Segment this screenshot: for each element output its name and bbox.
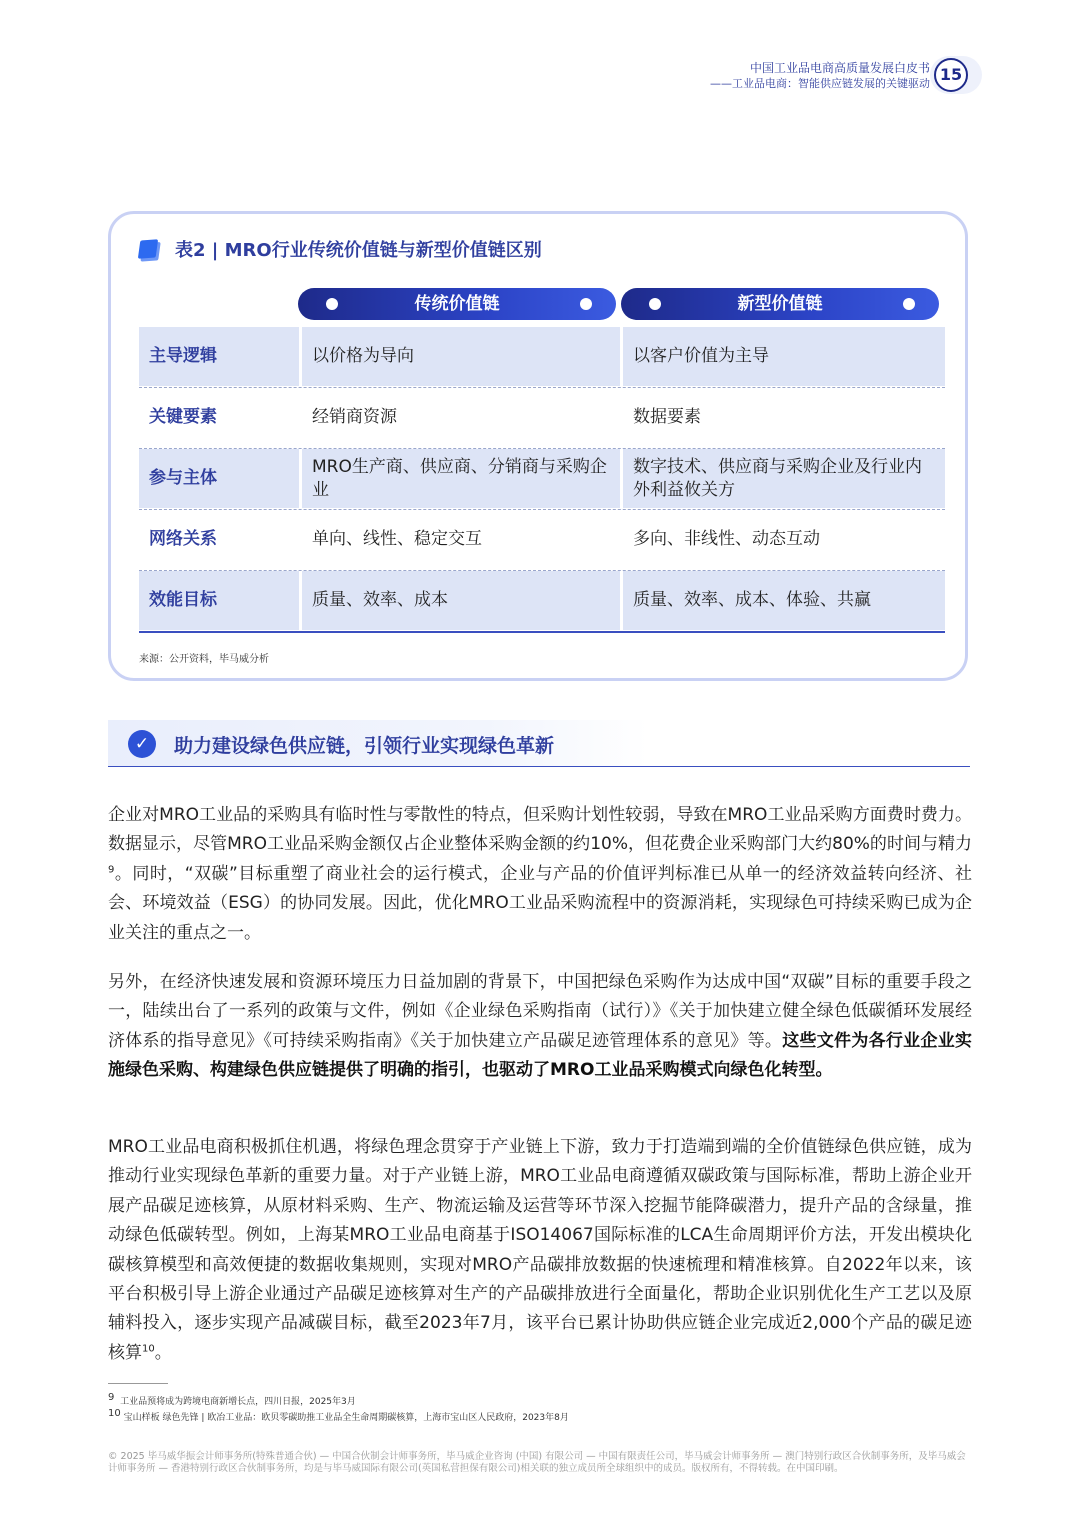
row-label: 网络关系 (149, 529, 217, 549)
footnote-ref: 10 (142, 1343, 155, 1355)
new-cell: 数字技术、供应商与采购企业及行业内外利益攸关方 (623, 449, 945, 508)
table-title: 表2 | MRO行业传统价值链与新型价值链区别 (175, 240, 542, 261)
table-row (139, 327, 945, 388)
paragraph-text: 。同时，“双碳”目标重塑了商业社会的运行模式，企业与产品的价值评判标准已从单一的经济效益转向经济、社会、环境效益（ESG）的协同发展。因此，优化MRO工业品采购流程中的资源消耗，实现绿色可持续采购已成为企业关注的重点之一。 (108, 863, 972, 943)
footnote-divider (108, 1383, 168, 1384)
section-title: 助力建设绿色供应链，引领行业实现绿色革新 (174, 735, 555, 757)
traditional-cell: 单向、线性、稳定交互 (312, 529, 482, 549)
traditional-cell: MRO生产商、供应商、分销商与采购企业 (302, 449, 620, 508)
table-row (139, 510, 945, 571)
footnote-text: 宝山样板 绿色先锋 | 欧冶工业品：欧贝零碳助推工业品全生命周期碳核算，上海市宝山区人民政府，2023年8月 (123, 1413, 569, 1423)
column-header-label: 新型价值链 (737, 294, 823, 314)
comparison-table (139, 327, 945, 633)
footnote-ref: 9 (108, 864, 115, 876)
check-circle-icon: ✓ (128, 730, 156, 758)
table-row (139, 449, 945, 510)
header-title: 中国工业品电商高质量发展白皮书 (749, 61, 930, 75)
section-divider (108, 766, 970, 767)
new-cell: 以客户价值为主导 (623, 327, 945, 386)
column-header-new (621, 288, 939, 320)
footnote-number: 10 (108, 1408, 121, 1419)
column-header-label: 传统价值链 (414, 294, 500, 314)
page-number: 15 (934, 58, 968, 92)
page-number-badge (930, 56, 982, 94)
section-heading (108, 720, 970, 768)
paragraph-text: 另外，在经济快速发展和资源环境压力日益加剧的背景下，中国把绿色采购作为达成中国“双碳”目标的重要手段之一，陆续出台了一系列的政策与文件，例如《企业绿色采购指南（试行）》《关于加快建立健全绿色低碳循环发展经济体系的指导意见》《可持续采购指南》《关于加快建立产品碳足迹管理体系的意见》等。 (108, 972, 972, 1051)
dot-icon (580, 298, 592, 310)
paragraph (108, 968, 972, 1086)
row-label: 关键要素 (149, 407, 217, 427)
row-label: 参与主体 (139, 449, 299, 508)
paragraph-text: 企业对MRO工业品的采购具有临时性与零散性的特点，但采购计划性较弱，导致在MRO工业品采购方面费时费力。数据显示，尽管MRO工业品采购金额仅占企业整体采购金额的约10%，但花费企业采购部门大约80%的时间与精力 (108, 805, 972, 855)
table-row (139, 571, 945, 633)
dot-icon (326, 298, 338, 310)
row-label: 效能目标 (139, 571, 299, 630)
traditional-cell: 以价格为导向 (302, 327, 620, 386)
paragraph-text: 。 (154, 1342, 172, 1363)
dot-icon (903, 298, 915, 310)
new-cell: 质量、效率、成本、体验、共赢 (623, 571, 945, 630)
column-header-traditional (298, 288, 616, 320)
document-header (710, 60, 930, 91)
paragraph-text: MRO工业品电商积极抓住机遇，将绿色理念贯穿于产业链上下游，致力于打造端到端的全价值链绿色供应链，成为推动行业实现绿色革新的重要力量。对于产业链上游，MRO工业品电商遵循双碳政策与国际标准，帮助上游企业开展产品碳足迹核算，从原材料采购、生产、物流运输及运营等环节深入挖掘节能降碳潜力，提升产品的含绿量，推动绿色低碳转型。例如，上海某MRO工业品电商基于ISO14067国际标准的LCA生命周期评价方法，开发出模块化碳核算模型和高效便捷的数据收集规则，实现对MRO产品碳排放数据的快速梳理和精准核算。自2022年以来，该平台积极引导上游企业通过产品碳足迹核算对生产的产品碳排放进行全面量化，帮助企业识别优化生产工艺以及原辅料投入，逐步实现产品减碳目标，截至2023年7月，该平台已累计协助供应链企业完成近2,000个产品的碳足迹核算 (108, 1137, 972, 1363)
traditional-cell: 质量、效率、成本 (302, 571, 620, 630)
paragraph (108, 1133, 972, 1368)
table-row (139, 388, 945, 449)
footnote-number: 9 (108, 1392, 115, 1403)
copyright-notice: © 2025 毕马威华振会计师事务所(特殊普通合伙) — 中国合伙制会计师事务所，毕马威企业咨询 (中国) 有限公司 — 中国有限责任公司，毕马威会计师事务所 — 澳门特别行政区合伙制事务所，及毕马威会计师事务所 — 香港特别行政区合伙制事务所，均是与毕马威国际有限公司(英国私营担保有限公司)相关联的独立成员所全球组织中的成员。版权所有，不得转载。在中国印刷。 (108, 1451, 966, 1474)
cube-icon (138, 239, 158, 259)
paragraph-bold-text: 这些文件为各行业企业实施绿色采购、构建绿色供应链提供了明确的指引，也驱动了MRO工业品采购模式向绿色化转型。 (108, 1030, 973, 1081)
footnote (108, 1408, 569, 1424)
dot-icon (649, 298, 661, 310)
new-cell: 数据要素 (633, 407, 701, 427)
new-cell: 多向、非线性、动态互动 (633, 529, 820, 549)
footnote-text: 工业品预将成为跨境电商新增长点，四川日报，2025年3月 (120, 1397, 356, 1407)
table-card (108, 211, 968, 681)
footnote (108, 1392, 356, 1408)
header-subtitle: ——工业品电商：智能供应链发展的关键驱动 (710, 77, 930, 90)
paragraph (108, 801, 972, 948)
traditional-cell: 经销商资源 (312, 407, 397, 427)
table-source: 来源：公开资料，毕马威分析 (139, 654, 269, 665)
row-label: 主导逻辑 (139, 327, 299, 386)
